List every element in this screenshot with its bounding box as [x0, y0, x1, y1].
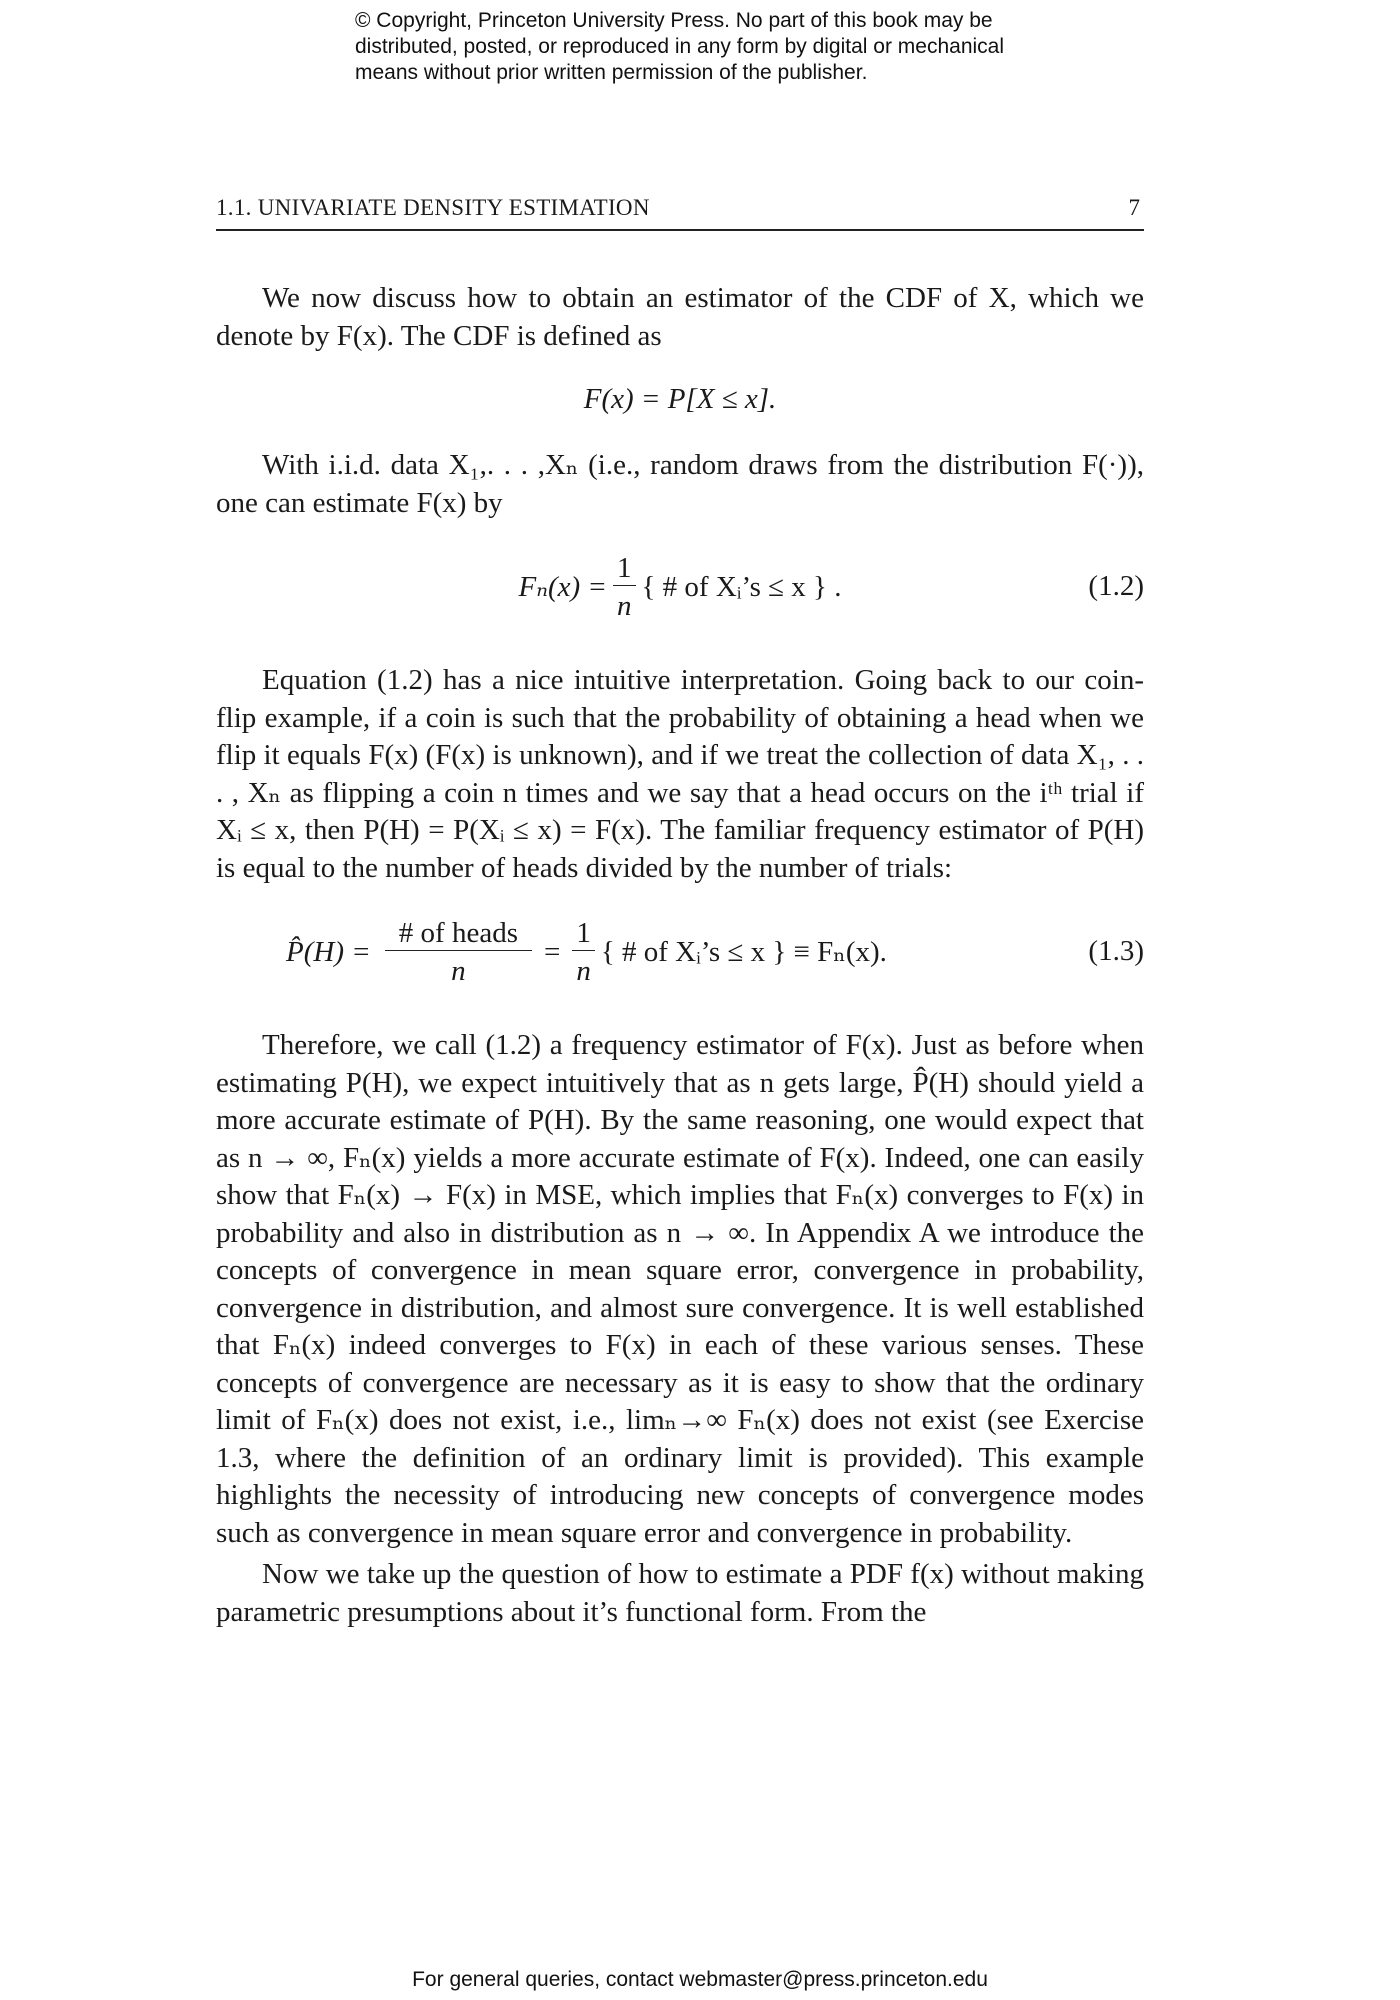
eq12-fraction [613, 551, 636, 626]
equation-1-2 [216, 548, 1144, 628]
footer-contact: For general queries, contact webmaster@press.princeton.edu [412, 1968, 988, 1991]
paragraph-1: We now discuss how to obtain an estimator of the CDF of X, which we denote by F(x). The CDF is defined as [216, 282, 1144, 352]
eq13-rhs: { # of Xᵢ’s ≤ x } ≡ Fₙ(x). [600, 936, 887, 969]
eq13-number: (1.3) [1088, 935, 1144, 967]
copyright-line-3: means without prior written permission of the publisher. [355, 61, 868, 84]
paragraph-3: Equation (1.2) has a nice intuitive interpretation. Going back to our coin-flip example, if a coin is such that the probability of obtaining a head when we flip it equals F(x) (F(x) is unknown), and if we treat the collection of data X₁, . . . , Xₙ as flipping a coin n times and we say that a head occurs on the iᵗʰ trial if Xᵢ ≤ x, then P(H) = P(Xᵢ ≤ x) = F(x). The familiar frequency estimator of P(H) is equal to the number of heads divided by the number of trials: [216, 664, 1144, 884]
equation-cdf-text: F(x) = P[X ≤ x]. [583, 383, 777, 415]
equation-1-3 [216, 913, 1144, 993]
eq13-frac2-denominator: n [576, 954, 591, 987]
eq12-rhs: { # of Xᵢ’s ≤ x } . [641, 571, 842, 604]
copyright-notice [355, 8, 1115, 86]
copyright-line-1: © Copyright, Princeton University Press. No part of this book may be [355, 9, 993, 32]
copyright-line-2: distributed, posted, or reproduced in any form by digital or mechanical [355, 35, 1005, 58]
eq12-lhs: Fₙ(x) = [518, 571, 608, 604]
page-number: 7 [1128, 195, 1140, 220]
eq13-fraction-1 [385, 916, 532, 991]
eq12-number: (1.2) [1088, 570, 1144, 602]
running-head [216, 195, 1144, 231]
eq13-fraction-2 [572, 916, 595, 991]
eq13-frac1-numerator: # of heads [385, 916, 532, 951]
eq13-frac1-denominator: n [451, 954, 466, 987]
section-title: 1.1. UNIVARIATE DENSITY ESTIMATION [216, 195, 650, 220]
paragraph-2: With i.i.d. data X₁,. . . ,Xₙ (i.e., random draws from the distribution F(·)), one can estimate F(x) by [216, 449, 1144, 519]
paragraph-5: Now we take up the question of how to estimate a PDF f(x) without making parametric presumptions about it’s functional form. From the [216, 1558, 1144, 1628]
eq13-frac2-numerator: 1 [572, 916, 595, 951]
eq12-frac-numerator: 1 [613, 551, 636, 586]
eq13-equals: = [543, 936, 561, 969]
page-body [216, 280, 1144, 1631]
eq13-lhs: P̂(H) = [286, 936, 371, 969]
eq12-frac-denominator: n [617, 589, 632, 622]
paragraph-4: Therefore, we call (1.2) a frequency estimator of F(x). Just as before when estimating P(H), we expect intuitively that as n gets large, P̂(H) should yield a more accurate estimate of P(H). By the same reasoning, one would expect that as n → ∞, Fₙ(x) yields a more accurate estimate of F(x). Indeed, one can easily show that Fₙ(x) → F(x) in MSE, which implies that Fₙ(x) converges to F(x) in probability and also in distribution as n → ∞. In Appendix A we introduce the concepts of convergence in mean square error, convergence in probability, convergence in distribution, and almost sure convergence. It is well established that Fₙ(x) indeed converges to F(x) in each of these various senses. These concepts of convergence are necessary as it is easy to show that the ordinary limit of Fₙ(x) does not exist, i.e., limₙ→∞ Fₙ(x) does not exist (see Exercise 1.3, where the definition of an ordinary limit is provided). This example highlights the necessity of introducing new concepts of convergence modes such as convergence in mean square error and convergence in probability. [216, 1029, 1144, 1549]
equation-cdf [216, 377, 1144, 421]
